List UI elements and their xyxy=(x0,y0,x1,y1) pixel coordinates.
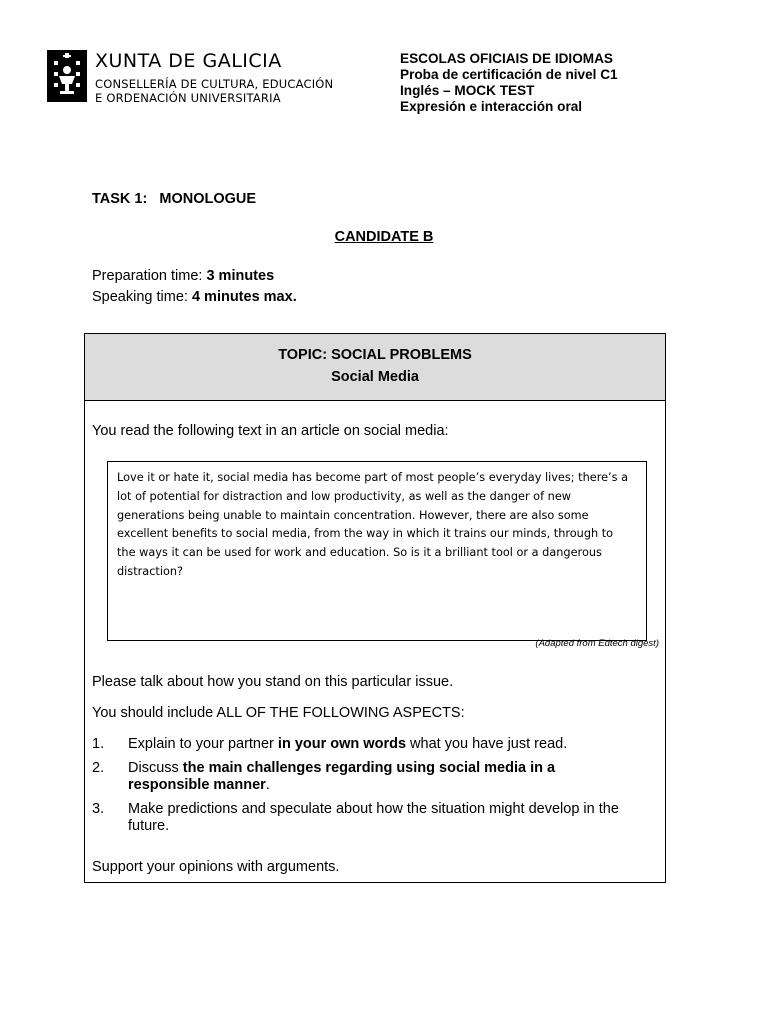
aspect-number: 1. xyxy=(92,736,105,752)
exam-header xyxy=(400,51,618,115)
preparation-time-label: Preparation time: xyxy=(92,268,207,284)
topic-subtitle: Social Media xyxy=(331,369,419,385)
xunta-emblem-icon xyxy=(47,50,87,102)
topic-header xyxy=(85,334,665,401)
article-text xyxy=(117,469,637,582)
exam-header-line1: ESCOLAS OFICIAIS DE IDIOMAS xyxy=(400,51,613,66)
aspect-text-end: what you have just read. xyxy=(406,736,568,752)
aspect-text-end: . xyxy=(265,777,270,793)
article-line: generations being unable to maintain concentration. However, there are also some xyxy=(117,508,589,522)
prompt-text: Please talk about how you stand on this particular issue. xyxy=(92,674,454,690)
aspect-emphasis: in your own words xyxy=(277,736,407,752)
aspect-text: Explain to your partner xyxy=(128,736,278,752)
institution-subtitle-line1: CONSELLERÍA DE CULTURA, EDUCACIÓN xyxy=(95,77,334,91)
institution-subtitle-line2: E ORDENACIÓN UNIVERSITARIA xyxy=(95,91,281,105)
aspect-text: Make predictions and speculate about how the situation might develop in the future. xyxy=(128,801,619,834)
candidate-label: CANDIDATE B xyxy=(334,229,434,245)
article-line: the ways it can be used for work and education. So is it a brilliant tool or a dangerous xyxy=(117,546,602,560)
exam-header-line4: Expresión e interacción oral xyxy=(400,99,583,114)
preparation-time xyxy=(92,268,274,284)
article-source: (Adapted from Edtech digest) xyxy=(535,638,659,649)
preparation-time-value: 3 minutes xyxy=(206,268,275,284)
aspect-number: 2. xyxy=(92,760,105,776)
article-line: distraction? xyxy=(117,564,184,578)
include-text: You should include ALL OF THE FOLLOWING ASPECTS: xyxy=(92,705,465,721)
aspect-number: 3. xyxy=(92,801,105,817)
candidate-heading xyxy=(0,229,768,245)
aspect-emphasis: the main challenges regarding using social media in a responsible manner xyxy=(128,760,556,793)
task-title: TASK 1: MONOLOGUE xyxy=(92,191,257,207)
speaking-time-label: Speaking time: xyxy=(92,289,192,305)
intro-text: You read the following text in an article on social media: xyxy=(92,423,449,439)
exam-header-line3: Inglés – MOCK TEST xyxy=(400,83,535,98)
article-line: Love it or hate it, social media has become part of most people’s everyday lives; there’s a xyxy=(117,471,629,484)
topic-title: TOPIC: SOCIAL PROBLEMS xyxy=(278,347,472,363)
speaking-time xyxy=(92,289,297,305)
article-box xyxy=(107,461,647,641)
aspect-text: Discuss xyxy=(128,760,183,776)
task-box xyxy=(84,333,666,883)
article-line: excellent benefits to social media, from the way in which it trains our minds, through to xyxy=(117,527,614,541)
article-line: lot of potential for distraction and low productivity, as well as the danger of new xyxy=(117,489,572,503)
speaking-time-value: 4 minutes max. xyxy=(191,289,297,305)
institution-title: XUNTA DE GALICIA xyxy=(95,50,282,72)
support-text: Support your opinions with arguments. xyxy=(92,859,340,875)
exam-header-line2: Proba de certificación de nivel C1 xyxy=(400,67,618,82)
